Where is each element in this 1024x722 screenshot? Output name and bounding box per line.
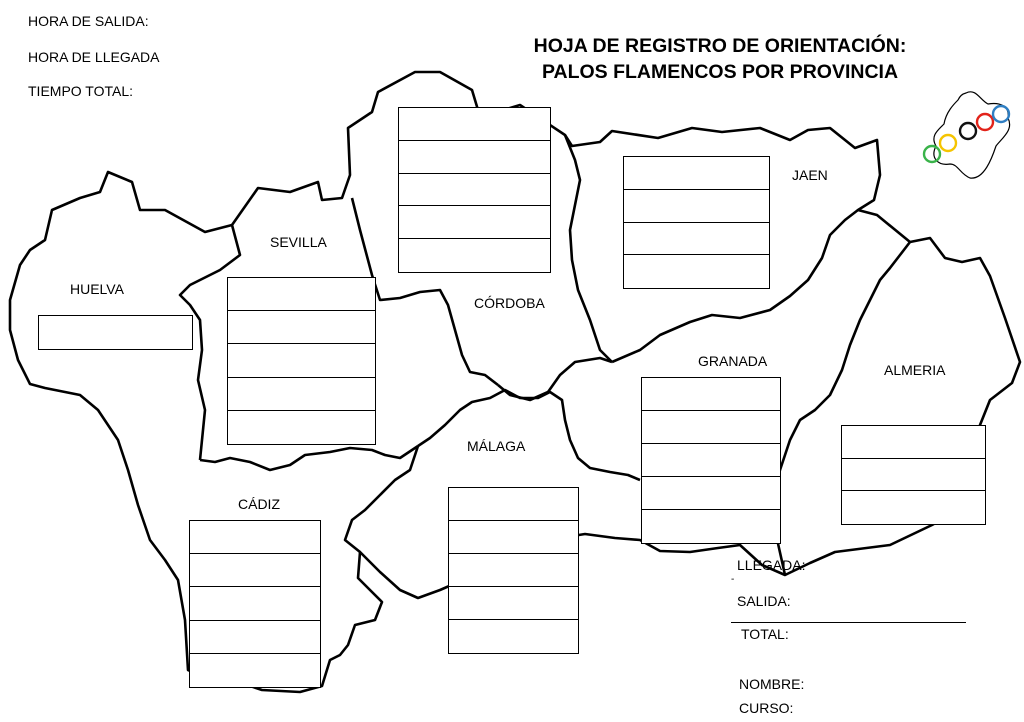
answer-cell[interactable] xyxy=(642,378,780,411)
answer-box-huelva[interactable] xyxy=(38,315,193,350)
answer-cell[interactable] xyxy=(228,344,375,377)
answer-cell[interactable] xyxy=(228,411,375,444)
answer-cell[interactable] xyxy=(228,278,375,311)
ring-green xyxy=(924,146,940,162)
province-label-sevilla: SEVILLA xyxy=(270,234,327,250)
answer-grid-almeria xyxy=(841,425,986,525)
province-label-cadiz: CÁDIZ xyxy=(238,496,280,512)
answer-cell[interactable] xyxy=(842,491,985,524)
total-label: TOTAL: xyxy=(741,626,789,642)
answer-cell[interactable] xyxy=(449,587,578,620)
border-malaga-cadiz xyxy=(345,446,418,552)
answer-cell[interactable] xyxy=(449,521,578,554)
border-cordoba-jaen xyxy=(565,135,612,362)
province-label-almeria: ALMERIA xyxy=(884,362,946,378)
hora-salida-label: HORA DE SALIDA: xyxy=(28,13,149,29)
answer-cell[interactable] xyxy=(842,459,985,492)
province-label-jaen: JAEN xyxy=(792,167,828,183)
ring-red xyxy=(977,114,993,130)
ring-blue xyxy=(993,106,1009,122)
answer-grid-jaen xyxy=(623,156,770,289)
answer-cell[interactable] xyxy=(642,444,780,477)
llegada-label: LLEGADA: xyxy=(737,557,806,573)
answer-cell[interactable] xyxy=(399,108,550,141)
answer-cell[interactable] xyxy=(228,311,375,344)
nombre-label: NOMBRE: xyxy=(739,676,805,692)
answer-cell[interactable] xyxy=(842,426,985,459)
answer-cell[interactable] xyxy=(190,521,320,554)
answer-grid-cordoba xyxy=(398,107,551,273)
curso-label: CURSO: xyxy=(739,700,794,716)
answer-cell[interactable] xyxy=(228,378,375,411)
olympic-rings-logo xyxy=(918,88,1018,183)
answer-cell[interactable] xyxy=(399,206,550,239)
answer-grid-granada xyxy=(641,377,781,544)
hora-llegada-label: HORA DE LLEGADA xyxy=(28,49,160,65)
answer-grid-sevilla xyxy=(227,277,376,445)
answer-cell[interactable] xyxy=(399,141,550,174)
answer-cell[interactable] xyxy=(399,239,550,272)
answer-cell[interactable] xyxy=(190,587,320,620)
minus-sign: - xyxy=(731,574,735,585)
subtraction-line xyxy=(731,622,966,623)
answer-cell[interactable] xyxy=(449,488,578,521)
answer-grid-cadiz xyxy=(189,520,321,688)
answer-cell[interactable] xyxy=(449,620,578,653)
province-label-huelva: HUELVA xyxy=(70,281,124,297)
answer-cell[interactable] xyxy=(399,174,550,207)
answer-cell[interactable] xyxy=(190,621,320,654)
answer-cell[interactable] xyxy=(624,157,769,190)
answer-cell[interactable] xyxy=(642,411,780,444)
answer-grid-malaga xyxy=(448,487,579,654)
answer-cell[interactable] xyxy=(624,255,769,288)
province-label-cordoba: CÓRDOBA xyxy=(474,295,545,311)
border-cordoba-granada xyxy=(498,358,612,400)
answer-cell[interactable] xyxy=(624,190,769,223)
ring-black xyxy=(960,123,976,139)
answer-cell[interactable] xyxy=(190,654,320,687)
answer-cell[interactable] xyxy=(449,554,578,587)
answer-cell[interactable] xyxy=(39,316,192,349)
title-line-1: HOJA DE REGISTRO DE ORIENTACIÓN: xyxy=(533,35,907,57)
answer-cell[interactable] xyxy=(642,510,780,543)
answer-cell[interactable] xyxy=(642,477,780,510)
answer-cell[interactable] xyxy=(190,554,320,587)
answer-cell[interactable] xyxy=(624,223,769,256)
salida-label: SALIDA: xyxy=(737,593,791,609)
province-label-granada: GRANADA xyxy=(698,353,768,369)
tiempo-total-label: TIEMPO TOTAL: xyxy=(28,83,134,99)
border-malaga xyxy=(418,390,640,480)
title-line-2: PALOS FLAMENCOS POR PROVINCIA xyxy=(541,61,899,83)
border-sevilla-cadiz xyxy=(200,446,418,470)
province-label-malaga: MÁLAGA xyxy=(467,438,526,454)
ring-yellow xyxy=(940,135,956,151)
